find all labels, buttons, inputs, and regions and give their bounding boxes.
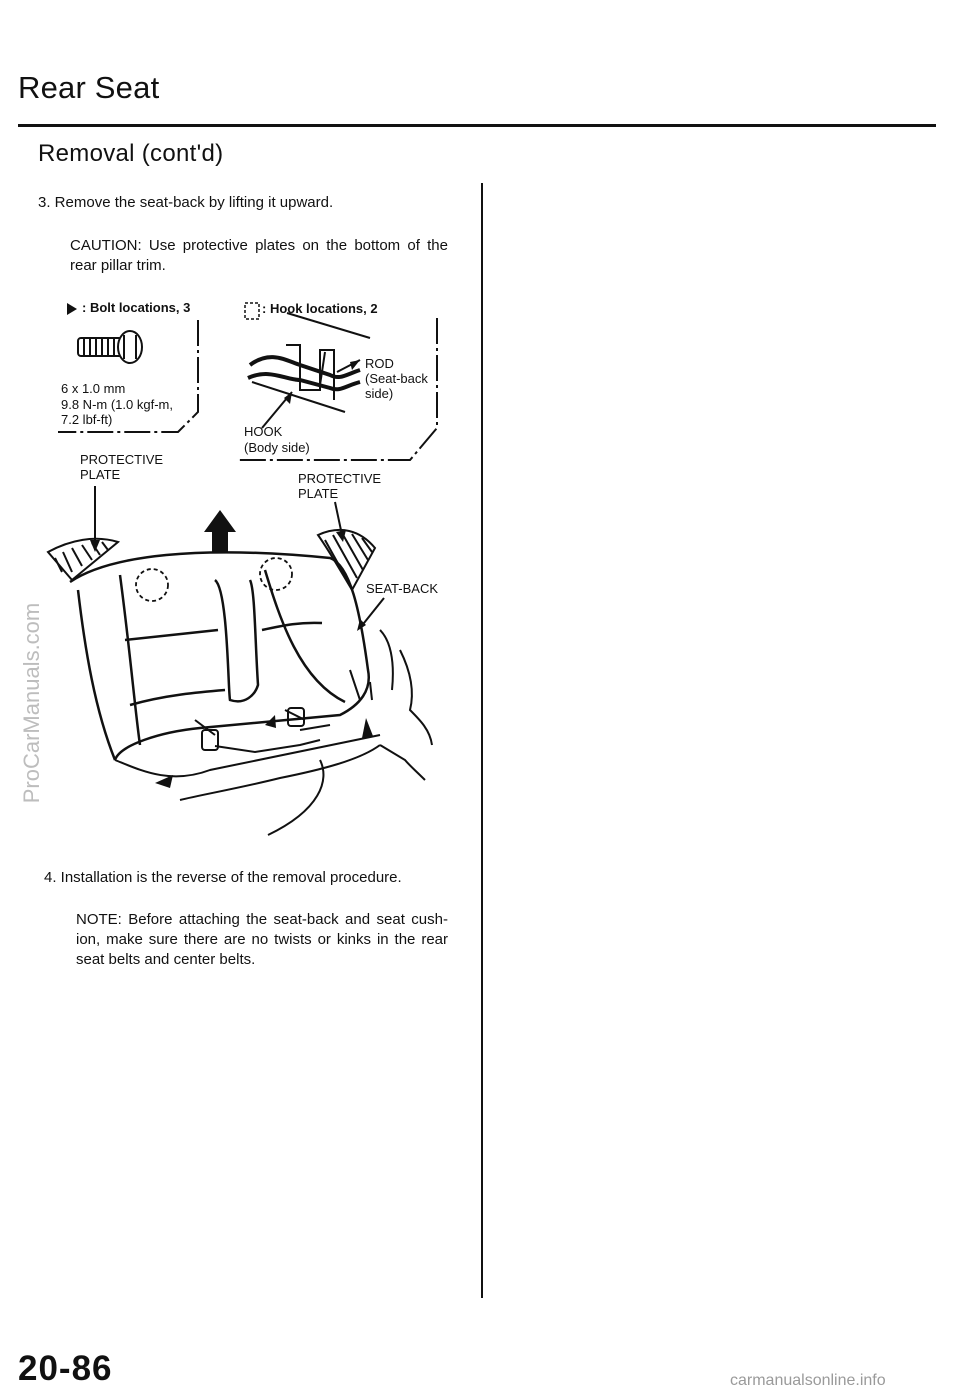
rod-label-2: (Seat-back xyxy=(365,371,428,386)
hook-marker-icon xyxy=(245,303,259,319)
rod-label-1: ROD xyxy=(365,356,394,371)
hook-label-1: HOOK xyxy=(244,424,283,439)
caution-note: CAUTION: Use protective plates on the bottom of the rear pillar trim. xyxy=(70,237,448,274)
lift-up-arrow-icon xyxy=(204,510,236,552)
hook-legend: : Hook locations, 2 xyxy=(262,301,378,316)
step-3: 3. Remove the seat-back by lifting it upward. xyxy=(38,194,334,211)
seat-back-label: SEAT-BACK xyxy=(366,581,439,596)
protective-plate-left-1: PROTECTIVE xyxy=(80,452,164,467)
bolt-legend: : Bolt locations, 3 xyxy=(82,300,191,315)
bottom-watermark: carmanualsonline.info xyxy=(730,1372,886,1389)
page-number: 20-86 xyxy=(18,1349,113,1388)
pillar-trim xyxy=(48,530,375,590)
protective-plate-right-1: PROTECTIVE xyxy=(298,471,382,486)
column-divider xyxy=(481,183,483,1298)
torque-label-2: 7.2 lbf-ft) xyxy=(61,412,113,427)
bolt-icon xyxy=(78,331,142,363)
seat-removal-figure xyxy=(0,290,480,850)
bolt-marker-icon xyxy=(67,303,77,315)
side-watermark: ProCarManuals.com xyxy=(19,602,44,804)
protective-plate-right-2: PLATE xyxy=(298,486,339,501)
header-rule xyxy=(18,124,936,127)
installation-note: NOTE: Before attaching the seat-back and seat cush-ion, make sure there are no twists or kinks in the rear seat belts and center belts. xyxy=(76,911,448,968)
page-title: Rear Seat xyxy=(18,70,160,105)
hook-label-2: (Body side) xyxy=(244,440,310,455)
bolt-size-label: 6 x 1.0 mm xyxy=(61,381,126,396)
floor-and-belts xyxy=(115,630,432,835)
torque-label-1: 9.8 N-m (1.0 kgf-m, xyxy=(61,397,173,412)
step-4: 4. Installation is the reverse of the removal procedure. xyxy=(44,869,402,886)
section-subtitle: Removal (cont'd) xyxy=(38,140,224,167)
protective-plate-left-2: PLATE xyxy=(80,467,121,482)
seat-back-outline xyxy=(70,552,369,760)
rod-label-3: side) xyxy=(365,386,394,401)
